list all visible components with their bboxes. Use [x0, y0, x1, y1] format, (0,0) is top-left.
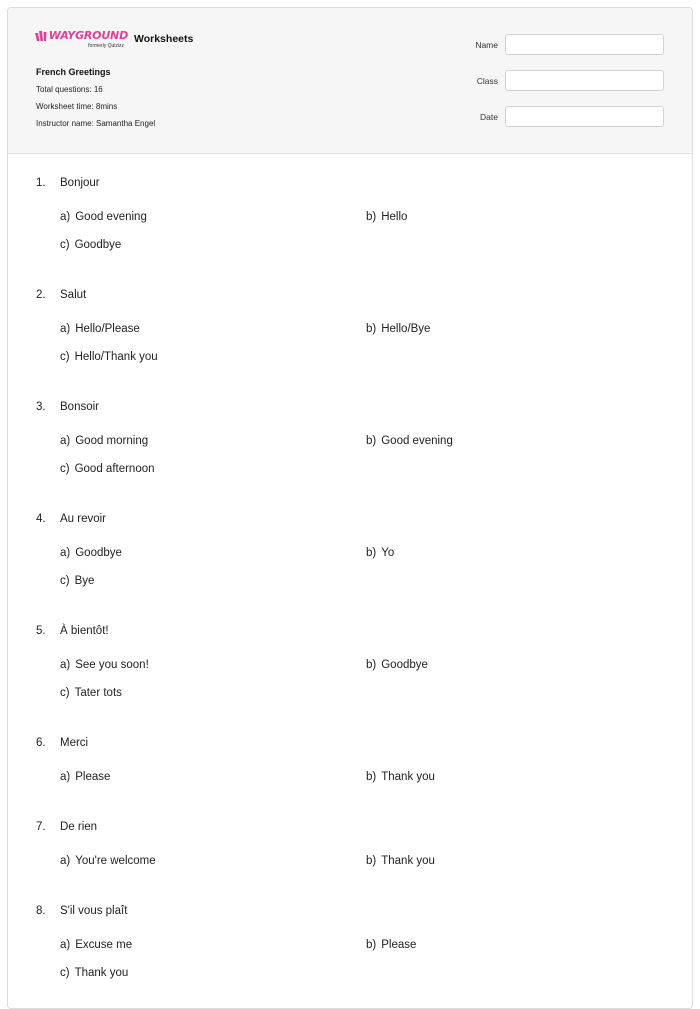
question-number: 1. — [36, 177, 46, 189]
question-text: Bonjour — [60, 177, 100, 189]
question-text: Salut — [60, 289, 87, 301]
question-number: 5. — [36, 625, 46, 637]
option-text: Thank you — [381, 771, 435, 783]
question-number: 3. — [36, 401, 46, 413]
option-text: Good afternoon — [74, 463, 155, 475]
option-c — [60, 351, 158, 363]
logo-subtitle: formerly Quizizz — [88, 43, 124, 49]
question-text: À bientôt! — [60, 625, 109, 637]
option-letter: b) — [366, 323, 377, 335]
option-letter: b) — [366, 211, 377, 223]
option-letter: c) — [60, 967, 70, 979]
option-b — [366, 659, 428, 671]
option-letter: a) — [60, 771, 71, 783]
option-a — [60, 771, 110, 783]
option-letter: c) — [60, 687, 70, 699]
total-questions: Total questions: 16 — [36, 85, 103, 94]
option-a — [60, 855, 156, 867]
option-a — [60, 435, 148, 447]
option-b — [366, 435, 453, 447]
option-c — [60, 687, 122, 699]
option-text: See you soon! — [75, 659, 149, 671]
option-letter: a) — [60, 323, 71, 335]
question-number: 6. — [36, 737, 46, 749]
option-letter: a) — [60, 939, 71, 951]
option-text: Goodbye — [381, 659, 428, 671]
date-field[interactable] — [505, 106, 664, 127]
question-number: 4. — [36, 513, 46, 525]
option-b — [366, 547, 394, 559]
worksheet-title: French Greetings — [36, 67, 111, 77]
wayground-logo — [36, 30, 128, 50]
option-letter: c) — [60, 575, 70, 587]
name-field[interactable] — [505, 34, 664, 55]
option-text: Hello/Thank you — [74, 351, 158, 363]
option-letter: b) — [366, 855, 377, 867]
date-label: Date — [480, 112, 498, 122]
class-label: Class — [476, 76, 498, 86]
option-b — [366, 323, 430, 335]
option-text: Hello — [381, 211, 408, 223]
brand — [36, 30, 193, 50]
option-letter: a) — [60, 855, 71, 867]
option-a — [60, 323, 140, 335]
option-b — [366, 211, 407, 223]
option-c — [60, 575, 94, 587]
question-text: Merci — [60, 737, 89, 749]
option-text: Please — [381, 939, 417, 951]
option-letter: b) — [366, 659, 377, 671]
option-text: Good evening — [381, 435, 453, 447]
brand-title: Worksheets — [134, 33, 194, 45]
option-b — [366, 855, 435, 867]
question-text: S'il vous plaît — [60, 905, 128, 917]
option-a — [60, 211, 147, 223]
option-letter: c) — [60, 239, 70, 251]
option-letter: a) — [60, 435, 71, 447]
question-text: Au revoir — [60, 513, 107, 525]
option-letter: b) — [366, 939, 377, 951]
question-number: 7. — [36, 821, 46, 833]
option-text: Hello/Please — [75, 323, 140, 335]
logo-mark-icon — [35, 31, 47, 41]
worksheet-time: Worksheet time: 8mins — [36, 102, 118, 111]
option-a — [60, 939, 132, 951]
worksheet — [7, 7, 693, 1009]
question-number: 2. — [36, 289, 46, 301]
option-letter: b) — [366, 435, 377, 447]
option-b — [366, 939, 416, 951]
option-text: Bye — [74, 575, 95, 587]
option-text: Hello/Bye — [381, 323, 431, 335]
logo-wordmark: WAYGROUND — [48, 29, 128, 42]
option-text: Goodbye — [75, 547, 122, 559]
option-a — [60, 659, 149, 671]
option-text: Excuse me — [75, 939, 133, 951]
option-letter: c) — [60, 463, 70, 475]
question-number: 8. — [36, 905, 46, 917]
option-text: Please — [75, 771, 111, 783]
name-label: Name — [475, 40, 498, 50]
class-field[interactable] — [505, 70, 664, 91]
option-letter: a) — [60, 659, 71, 671]
option-text: Thank you — [74, 967, 129, 979]
option-letter: a) — [60, 547, 71, 559]
option-letter: c) — [60, 351, 70, 363]
option-text: Tater tots — [74, 687, 122, 699]
worksheet-header — [8, 8, 692, 154]
option-text: Thank you — [381, 855, 435, 867]
option-c — [60, 239, 121, 251]
option-letter: b) — [366, 547, 377, 559]
option-text: You're welcome — [75, 855, 156, 867]
instructor-name: Instructor name: Samantha Engel — [36, 119, 156, 128]
option-text: Good evening — [75, 211, 147, 223]
option-a — [60, 547, 122, 559]
question-text: De rien — [60, 821, 98, 833]
option-letter: a) — [60, 211, 71, 223]
option-text: Yo — [381, 547, 395, 559]
option-b — [366, 771, 435, 783]
option-c — [60, 967, 128, 979]
option-letter: b) — [366, 771, 377, 783]
option-c — [60, 463, 155, 475]
question-text: Bonsoir — [60, 401, 99, 413]
option-text: Good morning — [75, 435, 149, 447]
option-text: Goodbye — [74, 239, 122, 251]
worksheet-info — [36, 66, 155, 129]
